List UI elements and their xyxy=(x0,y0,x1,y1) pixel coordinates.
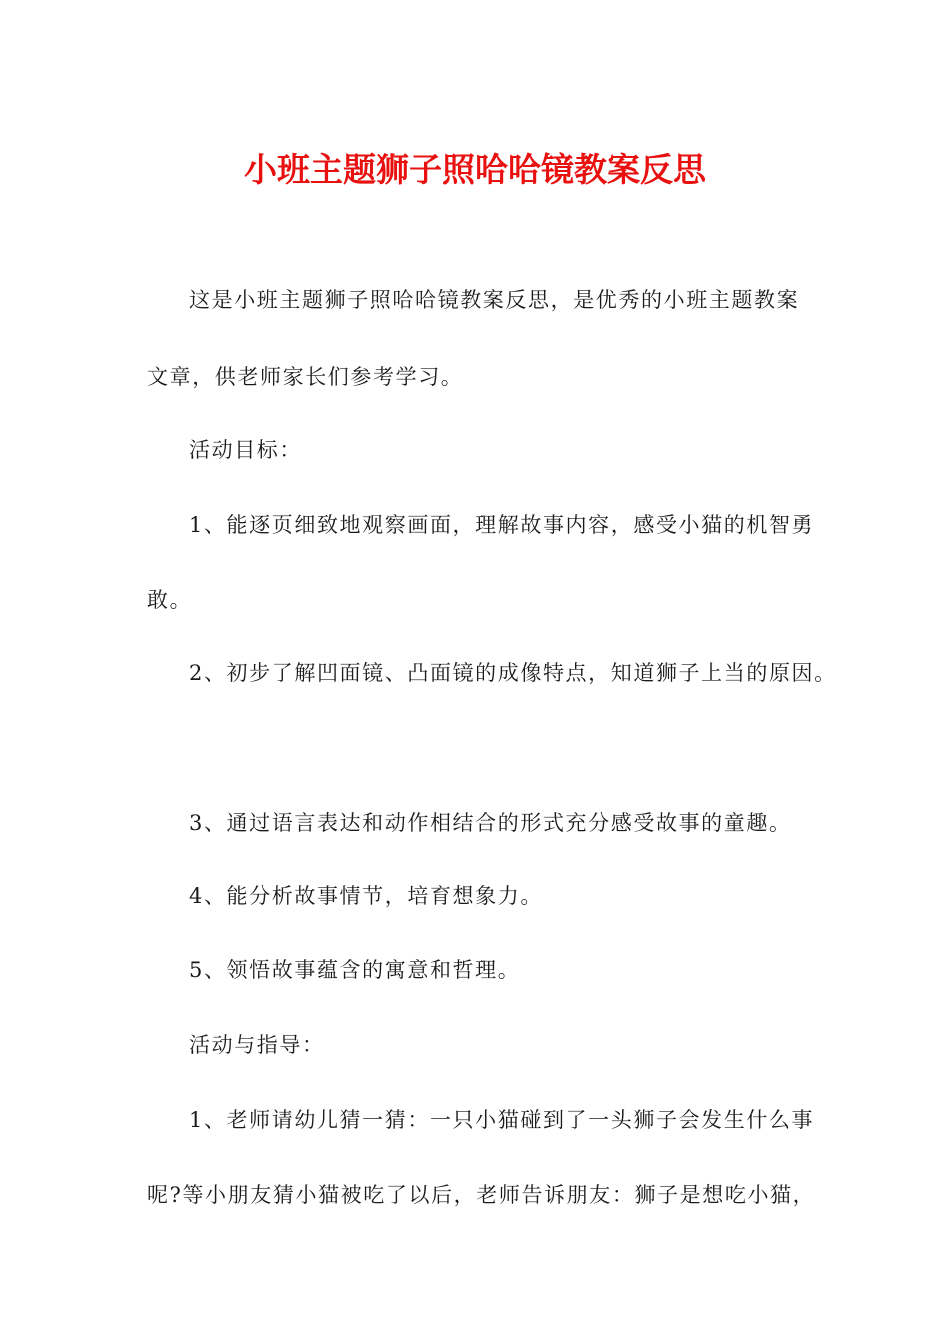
section-heading-activity: 活动与指导： xyxy=(189,1033,325,1057)
goal-1-line-2: 敢。 xyxy=(147,588,193,612)
activity-1-line-1: 1、老师请幼儿猜一猜：一只小猫碰到了一头狮子会发生什么事 xyxy=(189,1108,815,1132)
section-heading-goals: 活动目标： xyxy=(189,438,302,462)
goal-2: 2、初步了解凹面镜、凸面镜的成像特点，知道狮子上当的原因。 xyxy=(189,661,837,685)
goal-5: 5、领悟故事蕴含的寓意和哲理。 xyxy=(189,958,521,982)
goal-4: 4、能分析故事情节，培育想象力。 xyxy=(189,884,543,908)
goal-3: 3、通过语言表达和动作相结合的形式充分感受故事的童趣。 xyxy=(189,811,792,835)
activity-1-line-2: 呢?等小朋友猜小猫被吃了以后，老师告诉朋友：狮子是想吃小猫， xyxy=(147,1183,816,1207)
document-title: 小班主题狮子照哈哈镜教案反思 xyxy=(244,150,706,189)
goal-1-line-1: 1、能逐页细致地观察画面，理解故事内容，感受小猫的机智勇 xyxy=(189,513,815,537)
paragraph-intro-line-1: 这是小班主题狮子照哈哈镜教案反思，是优秀的小班主题教案 xyxy=(189,288,800,312)
paragraph-intro-line-2: 文章，供老师家长们参考学习。 xyxy=(147,365,464,389)
